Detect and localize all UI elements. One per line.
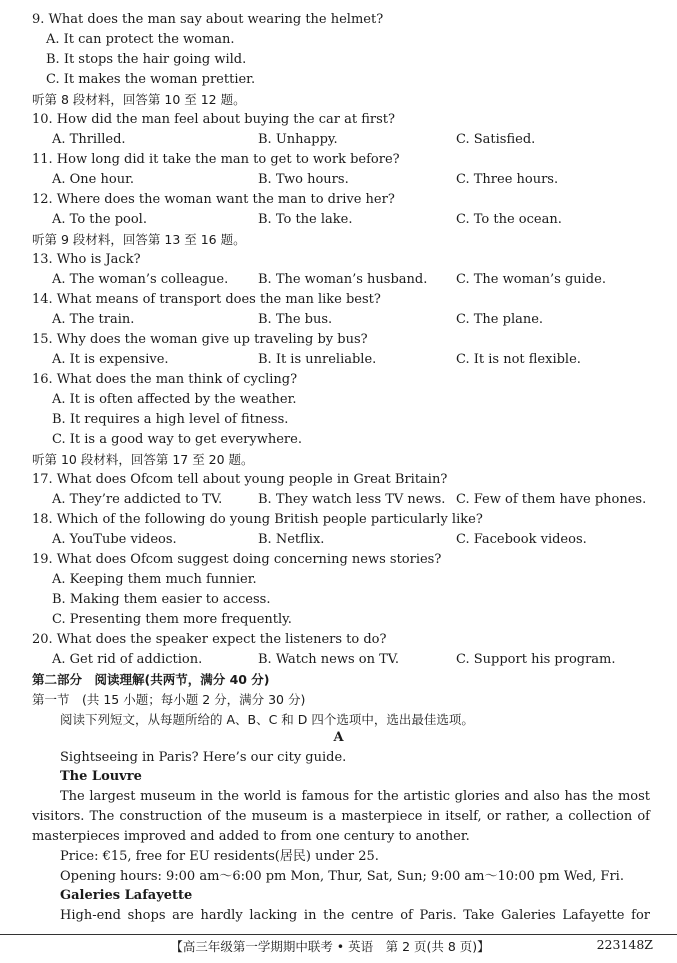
part-2-title-text: 第二部分 阅读理解(共两节，满分 40 分) (32, 672, 270, 687)
passage-intro-text: Sightseeing in Paris? Here’s our city guide. (60, 750, 347, 765)
question-15-stem: 15. Why does the woman give up traveling by bus? (32, 332, 368, 347)
question-15-option-c: C. It is not flexible. (456, 352, 581, 367)
question-11-stem: 11. How long did it take the man to get to work before? (32, 152, 400, 167)
louvre-opening-hours-text: Opening hours: 9:00 am～6:00 pm Mon, Thur, Sat, Sun; 9:00 am～10:00 pm Wed, Fri. (60, 869, 624, 884)
page-footer (0, 934, 677, 955)
question-12-option-c: C. To the ocean. (456, 212, 562, 227)
question-11-option-a: A. One hour. (52, 172, 134, 187)
material-8-text: 听第 8 段材料，回答第 10 至 12 题。 (32, 92, 246, 107)
question-11-option-b: B. Two hours. (258, 172, 349, 187)
question-9-stem: 9. What does the man say about wearing the helmet? (32, 12, 384, 27)
question-19-option-a: A. Keeping them much funnier. (52, 572, 257, 587)
footer-paper-code: 223148Z (596, 937, 653, 952)
question-11-option-c: C. Three hours. (456, 172, 559, 187)
question-18-option-c: C. Facebook videos. (456, 532, 587, 547)
louvre-price-text: Price: €15, free for EU residents(居民) under 25. (60, 849, 379, 864)
question-9-option-b: B. It stops the hair going wild. (46, 52, 247, 67)
question-17-stem: 17. What does Ofcom tell about young people in Great Britain? (32, 472, 448, 487)
louvre-paragraph-text-1: The largest museum in the world is famous for the artistic glories and also has the most (60, 789, 650, 804)
question-20-option-b: B. Watch news on TV. (258, 652, 400, 667)
galeries-paragraph-text-1: High-end shops are hardly lacking in the centre of Paris. Take Galeries Lafayette for (60, 908, 650, 923)
question-13-stem: 13. Who is Jack? (32, 252, 141, 267)
question-16-option-c: C. It is a good way to get everywhere. (52, 432, 302, 447)
footer-exam-info: 【高三年级第一学期期中联考 • 英语 第 2 页(共 8 页)】 (170, 939, 490, 954)
louvre-paragraph-text-3: masterpieces improved and added to from one century to another. (32, 829, 470, 844)
question-10-option-c: C. Satisfied. (456, 132, 536, 147)
question-19-option-c: C. Presenting them more frequently. (52, 612, 292, 627)
question-14-option-b: B. The bus. (258, 312, 333, 327)
question-20-option-a: A. Get rid of addiction. (52, 652, 203, 667)
question-20-option-c: C. Support his program. (456, 652, 616, 667)
question-12-option-b: B. To the lake. (258, 212, 353, 227)
question-13-option-b: B. The woman’s husband. (258, 272, 428, 287)
question-14-stem: 14. What means of transport does the man like best? (32, 292, 381, 307)
question-15-option-a: A. It is expensive. (52, 352, 169, 367)
question-10-option-b: B. Unhappy. (258, 132, 338, 147)
question-17-option-a: A. They’re addicted to TV. (52, 492, 223, 507)
question-20-stem: 20. What does the speaker expect the listeners to do? (32, 632, 387, 647)
galeries-heading-text: Galeries Lafayette (60, 888, 193, 903)
question-9-option-a: A. It can protect the woman. (46, 32, 235, 47)
question-18-option-a: A. YouTube videos. (52, 532, 177, 547)
question-16-option-b: B. It requires a high level of fitness. (52, 412, 289, 427)
material-9-text: 听第 9 段材料，回答第 13 至 16 题。 (32, 232, 246, 247)
question-16-option-a: A. It is often affected by the weather. (52, 392, 297, 407)
reading-instruction-text: 阅读下列短文，从每题所给的 A、B、C 和 D 四个选项中，选出最佳选项。 (60, 712, 474, 727)
question-13-option-a: A. The woman’s colleague. (52, 272, 229, 287)
question-14-option-c: C. The plane. (456, 312, 544, 327)
louvre-paragraph-text-2: visitors. The construction of the museum is a masterpiece in itself, or rather, a collection of (32, 809, 650, 824)
question-16-stem: 16. What does the man think of cycling? (32, 372, 298, 387)
question-14-option-a: A. The train. (52, 312, 135, 327)
question-13-option-c: C. The woman’s guide. (456, 272, 606, 287)
question-10-stem: 10. How did the man feel about buying the car at first? (32, 112, 395, 127)
question-19-option-b: B. Making them easier to access. (52, 592, 271, 607)
question-18-stem: 18. Which of the following do young British people particularly like? (32, 512, 483, 527)
question-12-stem: 12. Where does the woman want the man to drive her? (32, 192, 395, 207)
question-17-option-c: C. Few of them have phones. (456, 492, 647, 507)
question-19-stem: 19. What does Ofcom suggest doing concerning news stories? (32, 552, 442, 567)
question-12-option-a: A. To the pool. (52, 212, 147, 227)
section-1-title-text: 第一节 (共 15 小题；每小题 2 分，满分 30 分) (32, 692, 306, 707)
passage-letter: A (333, 730, 344, 745)
question-9-option-c: C. It makes the woman prettier. (46, 72, 256, 87)
question-17-option-b: B. They watch less TV news. (258, 492, 446, 507)
louvre-heading-text: The Louvre (60, 769, 142, 784)
question-18-option-b: B. Netflix. (258, 532, 325, 547)
question-15-option-b: B. It is unreliable. (258, 352, 377, 367)
material-10-text: 听第 10 段材料，回答第 17 至 20 题。 (32, 452, 254, 467)
question-10-option-a: A. Thrilled. (52, 132, 126, 147)
